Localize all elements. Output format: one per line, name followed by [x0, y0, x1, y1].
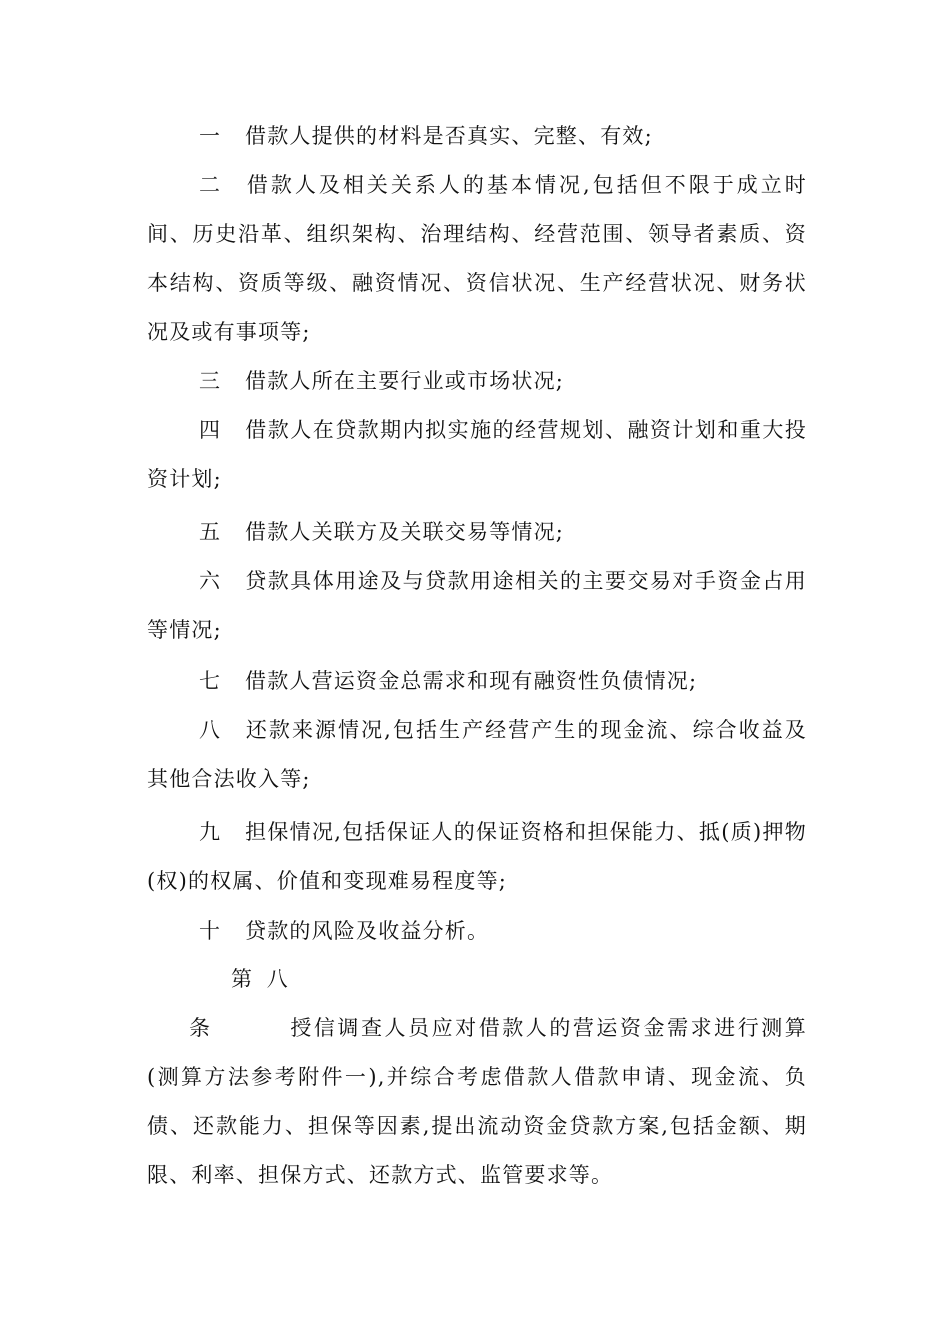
- item-number: 五: [199, 520, 222, 544]
- item-number: 三: [199, 369, 222, 393]
- item-number: 二: [199, 173, 222, 197]
- item-number: 七: [199, 669, 222, 693]
- list-item-8: [147, 706, 807, 804]
- item-text: 借款人及相关关系人的基本情况,包括但不限于成立时间、历史沿革、组织架构、治理结构、经营范围、领导者素质、资本结构、资质等级、融资情况、资信状况、生产经营状况、财务状况及或有事项等;: [147, 173, 807, 344]
- item-number: 六: [199, 569, 222, 593]
- list-item-9: [147, 808, 807, 906]
- list-item-3: [147, 357, 807, 406]
- item-text: 贷款具体用途及与贷款用途相关的主要交易对手资金占用等情况;: [147, 569, 807, 642]
- article-text: 授信调查人员应对借款人的营运资金需求进行测算(测算方法参考附件一),并综合考虑借款人借款申请、现金流、负债、还款能力、担保等因素,提出流动资金贷款方案,包括金额、期限、利率、担保方式、还款方式、监管要求等。: [147, 1016, 807, 1187]
- list-item-5: [147, 508, 807, 557]
- item-text: 借款人关联方及关联交易等情况;: [245, 520, 565, 544]
- item-number: 四: [199, 418, 222, 442]
- item-text: 还款来源情况,包括生产经营产生的现金流、综合收益及其他合法收入等;: [147, 718, 807, 791]
- list-item-7: [147, 657, 807, 706]
- item-text: 借款人在贷款期内拟实施的经营规划、融资计划和重大投资计划;: [147, 418, 807, 491]
- article-heading: 第八条: [189, 967, 289, 1040]
- list-item-2: [147, 161, 807, 357]
- list-item-6: [147, 557, 807, 655]
- item-number: 十: [199, 919, 222, 943]
- item-text: 借款人所在主要行业或市场状况;: [245, 369, 565, 393]
- article-paragraph: [147, 955, 807, 1200]
- item-number: 一: [199, 124, 222, 148]
- item-text: 担保情况,包括保证人的保证资格和担保能力、抵(质)押物(权)的权属、价值和变现难易程度等;: [147, 820, 807, 893]
- item-number: 八: [199, 718, 222, 742]
- item-text: 贷款的风险及收益分析。: [245, 919, 490, 943]
- list-item-4: [147, 406, 807, 504]
- list-item-10: [147, 907, 807, 956]
- item-text: 借款人营运资金总需求和现有融资性负债情况;: [245, 669, 698, 693]
- item-text: 借款人提供的材料是否真实、完整、有效;: [245, 124, 653, 148]
- list-item-1: [147, 112, 807, 161]
- item-number: 九: [199, 820, 222, 844]
